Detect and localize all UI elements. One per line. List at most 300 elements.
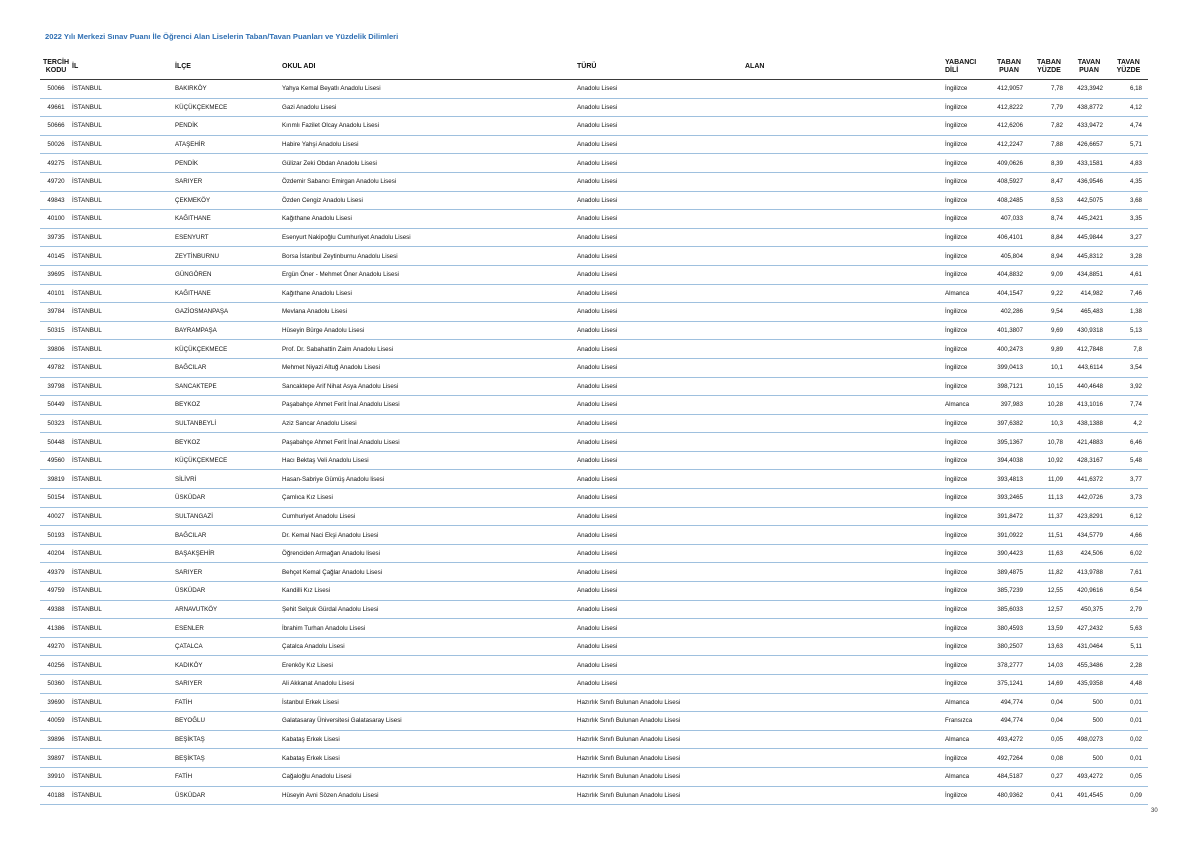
cell-il: İSTANBUL <box>72 284 175 303</box>
cell-ilce: KAĞITHANE <box>175 284 282 303</box>
cell-turu: Anadolu Lisesi <box>577 563 745 582</box>
cell-yabanci-dili: İngilizce <box>945 470 989 489</box>
cell-tavan-puan: 428,3167 <box>1069 451 1109 470</box>
cell-alan <box>745 507 945 526</box>
cell-il: İSTANBUL <box>72 228 175 247</box>
cell-taban-yuzde: 0,41 <box>1029 786 1069 805</box>
cell-yabanci-dili: İngilizce <box>945 544 989 563</box>
header-turu: TÜRÜ <box>577 55 745 80</box>
cell-turu: Anadolu Lisesi <box>577 284 745 303</box>
cell-ilce: ARNAVUTKÖY <box>175 600 282 619</box>
cell-alan <box>745 749 945 768</box>
cell-tavan-yuzde: 0,01 <box>1109 712 1148 731</box>
cell-yabanci-dili: İngilizce <box>945 265 989 284</box>
cell-yabanci-dili: İngilizce <box>945 414 989 433</box>
cell-taban-yuzde: 12,55 <box>1029 582 1069 601</box>
cell-ilce: SİLİVRİ <box>175 470 282 489</box>
table-body <box>40 80 1148 805</box>
cell-il: İSTANBUL <box>72 321 175 340</box>
cell-tavan-puan: 426,6657 <box>1069 135 1109 154</box>
cell-taban-puan: 405,804 <box>989 247 1029 266</box>
cell-yabanci-dili: İngilizce <box>945 749 989 768</box>
cell-okul-adi: Sancaktepe Arif Nihat Asya Anadolu Lisesi <box>282 377 577 396</box>
schools-table <box>40 55 1148 805</box>
table-row <box>40 749 1148 768</box>
cell-tercih-kodu: 49275 <box>40 154 72 173</box>
cell-tercih-kodu: 50449 <box>40 396 72 415</box>
cell-taban-puan: 375,1241 <box>989 675 1029 694</box>
cell-tavan-yuzde: 6,12 <box>1109 507 1148 526</box>
cell-yabanci-dili: İngilizce <box>945 172 989 191</box>
cell-tercih-kodu: 40027 <box>40 507 72 526</box>
cell-okul-adi: Paşabahçe Ahmet Ferit İnal Anadolu Lisesi <box>282 396 577 415</box>
cell-il: İSTANBUL <box>72 154 175 173</box>
cell-okul-adi: Habire Yahşi Anadolu Lisesi <box>282 135 577 154</box>
cell-taban-yuzde: 10,78 <box>1029 433 1069 452</box>
cell-yabanci-dili: İngilizce <box>945 117 989 136</box>
cell-turu: Hazırlık Sınıfı Bulunan Anadolu Lisesi <box>577 693 745 712</box>
cell-tavan-puan: 442,0726 <box>1069 489 1109 508</box>
cell-ilce: ESENYURT <box>175 228 282 247</box>
cell-taban-yuzde: 11,63 <box>1029 544 1069 563</box>
table-row <box>40 414 1148 433</box>
cell-yabanci-dili: İngilizce <box>945 377 989 396</box>
cell-tavan-yuzde: 3,35 <box>1109 210 1148 229</box>
cell-taban-yuzde: 10,3 <box>1029 414 1069 433</box>
cell-il: İSTANBUL <box>72 656 175 675</box>
cell-taban-yuzde: 9,54 <box>1029 303 1069 322</box>
cell-turu: Anadolu Lisesi <box>577 470 745 489</box>
cell-turu: Anadolu Lisesi <box>577 656 745 675</box>
cell-okul-adi: Çamlıca Kız Lisesi <box>282 489 577 508</box>
cell-tavan-yuzde: 6,46 <box>1109 433 1148 452</box>
cell-alan <box>745 767 945 786</box>
cell-tavan-yuzde: 5,71 <box>1109 135 1148 154</box>
cell-taban-puan: 402,286 <box>989 303 1029 322</box>
cell-tavan-puan: 433,1581 <box>1069 154 1109 173</box>
cell-yabanci-dili: İngilizce <box>945 786 989 805</box>
cell-turu: Hazırlık Sınıfı Bulunan Anadolu Lisesi <box>577 712 745 731</box>
cell-il: İSTANBUL <box>72 544 175 563</box>
table-row <box>40 675 1148 694</box>
cell-tavan-puan: 424,506 <box>1069 544 1109 563</box>
cell-il: İSTANBUL <box>72 786 175 805</box>
cell-alan <box>745 303 945 322</box>
cell-tavan-yuzde: 7,8 <box>1109 340 1148 359</box>
table-row <box>40 210 1148 229</box>
table-row <box>40 582 1148 601</box>
cell-tavan-puan: 445,9844 <box>1069 228 1109 247</box>
cell-okul-adi: Galatasaray Üniversitesi Galatasaray Lisesi <box>282 712 577 731</box>
cell-yabanci-dili: İngilizce <box>945 619 989 638</box>
cell-alan <box>745 135 945 154</box>
cell-alan <box>745 377 945 396</box>
table-row <box>40 191 1148 210</box>
cell-yabanci-dili: Almanca <box>945 730 989 749</box>
cell-tavan-yuzde: 3,73 <box>1109 489 1148 508</box>
cell-alan <box>745 98 945 117</box>
cell-turu: Anadolu Lisesi <box>577 637 745 656</box>
cell-alan <box>745 656 945 675</box>
cell-turu: Anadolu Lisesi <box>577 154 745 173</box>
cell-tavan-yuzde: 3,92 <box>1109 377 1148 396</box>
cell-okul-adi: Gülizar Zeki Obdan Anadolu Lisesi <box>282 154 577 173</box>
cell-tavan-yuzde: 0,01 <box>1109 749 1148 768</box>
cell-alan <box>745 117 945 136</box>
cell-turu: Anadolu Lisesi <box>577 451 745 470</box>
cell-tavan-yuzde: 6,54 <box>1109 582 1148 601</box>
cell-taban-yuzde: 10,92 <box>1029 451 1069 470</box>
header-tavan-yuzde: TAVAN YÜZDE <box>1109 55 1148 80</box>
cell-taban-puan: 404,8832 <box>989 265 1029 284</box>
cell-tercih-kodu: 49661 <box>40 98 72 117</box>
cell-il: İSTANBUL <box>72 172 175 191</box>
cell-turu: Anadolu Lisesi <box>577 303 745 322</box>
cell-tavan-puan: 430,9318 <box>1069 321 1109 340</box>
cell-taban-yuzde: 7,82 <box>1029 117 1069 136</box>
header-tavan-puan: TAVAN PUAN <box>1069 55 1109 80</box>
cell-taban-yuzde: 11,51 <box>1029 526 1069 545</box>
cell-alan <box>745 712 945 731</box>
table-row <box>40 637 1148 656</box>
cell-taban-puan: 409,0626 <box>989 154 1029 173</box>
cell-okul-adi: Şehit Selçuk Gürdal Anadolu Lisesi <box>282 600 577 619</box>
cell-okul-adi: Kandilli Kız Lisesi <box>282 582 577 601</box>
cell-yabanci-dili: Fransızca <box>945 712 989 731</box>
cell-taban-yuzde: 13,59 <box>1029 619 1069 638</box>
table-row <box>40 470 1148 489</box>
cell-il: İSTANBUL <box>72 767 175 786</box>
cell-taban-puan: 412,9057 <box>989 80 1029 99</box>
cell-ilce: ÇEKMEKÖY <box>175 191 282 210</box>
cell-alan <box>745 730 945 749</box>
cell-okul-adi: Hüseyin Avni Sözen Anadolu Lisesi <box>282 786 577 805</box>
cell-yabanci-dili: İngilizce <box>945 358 989 377</box>
cell-taban-puan: 391,8472 <box>989 507 1029 526</box>
cell-tavan-puan: 421,4883 <box>1069 433 1109 452</box>
cell-tavan-yuzde: 3,27 <box>1109 228 1148 247</box>
page-number: 30 <box>1151 808 1158 814</box>
cell-ilce: KÜÇÜKÇEKMECE <box>175 340 282 359</box>
cell-turu: Anadolu Lisesi <box>577 507 745 526</box>
cell-ilce: BAŞAKŞEHİR <box>175 544 282 563</box>
cell-il: İSTANBUL <box>72 526 175 545</box>
cell-taban-yuzde: 0,04 <box>1029 712 1069 731</box>
cell-taban-puan: 393,4813 <box>989 470 1029 489</box>
cell-okul-adi: Yahya Kemal Beyatlı Anadolu Lisesi <box>282 80 577 99</box>
table-row <box>40 600 1148 619</box>
cell-tercih-kodu: 49270 <box>40 637 72 656</box>
cell-tavan-yuzde: 4,83 <box>1109 154 1148 173</box>
cell-yabanci-dili: İngilizce <box>945 135 989 154</box>
cell-tercih-kodu: 49759 <box>40 582 72 601</box>
table-row <box>40 358 1148 377</box>
cell-taban-puan: 385,6033 <box>989 600 1029 619</box>
cell-tercih-kodu: 39690 <box>40 693 72 712</box>
cell-ilce: GAZİOSMANPAŞA <box>175 303 282 322</box>
table-row <box>40 303 1148 322</box>
cell-alan <box>745 600 945 619</box>
cell-il: İSTANBUL <box>72 730 175 749</box>
cell-tercih-kodu: 50315 <box>40 321 72 340</box>
cell-turu: Anadolu Lisesi <box>577 340 745 359</box>
cell-ilce: ÇATALCA <box>175 637 282 656</box>
table-row <box>40 656 1148 675</box>
cell-yabanci-dili: İngilizce <box>945 563 989 582</box>
cell-taban-puan: 397,6382 <box>989 414 1029 433</box>
cell-tavan-puan: 414,982 <box>1069 284 1109 303</box>
cell-alan <box>745 284 945 303</box>
cell-ilce: BEŞİKTAŞ <box>175 730 282 749</box>
cell-il: İSTANBUL <box>72 749 175 768</box>
cell-tavan-yuzde: 0,05 <box>1109 767 1148 786</box>
cell-taban-yuzde: 10,1 <box>1029 358 1069 377</box>
cell-tercih-kodu: 39735 <box>40 228 72 247</box>
cell-turu: Anadolu Lisesi <box>577 675 745 694</box>
cell-ilce: SARIYER <box>175 563 282 582</box>
cell-taban-yuzde: 0,27 <box>1029 767 1069 786</box>
cell-taban-puan: 397,983 <box>989 396 1029 415</box>
cell-ilce: SULTANGAZİ <box>175 507 282 526</box>
cell-tavan-puan: 413,9788 <box>1069 563 1109 582</box>
cell-tercih-kodu: 40059 <box>40 712 72 731</box>
cell-il: İSTANBUL <box>72 340 175 359</box>
cell-tercih-kodu: 39695 <box>40 265 72 284</box>
cell-il: İSTANBUL <box>72 470 175 489</box>
cell-tavan-puan: 420,9616 <box>1069 582 1109 601</box>
cell-turu: Anadolu Lisesi <box>577 433 745 452</box>
cell-taban-yuzde: 0,04 <box>1029 693 1069 712</box>
cell-tavan-puan: 431,0464 <box>1069 637 1109 656</box>
cell-tavan-puan: 465,483 <box>1069 303 1109 322</box>
cell-okul-adi: Hasan-Sabriye Gümüş Anadolu lisesi <box>282 470 577 489</box>
table-row <box>40 377 1148 396</box>
header-il: İL <box>72 55 175 80</box>
cell-tercih-kodu: 39798 <box>40 377 72 396</box>
cell-tavan-puan: 493,4272 <box>1069 767 1109 786</box>
cell-yabanci-dili: İngilizce <box>945 489 989 508</box>
cell-taban-yuzde: 8,39 <box>1029 154 1069 173</box>
cell-il: İSTANBUL <box>72 396 175 415</box>
cell-tavan-yuzde: 7,46 <box>1109 284 1148 303</box>
cell-yabanci-dili: İngilizce <box>945 675 989 694</box>
cell-taban-yuzde: 11,37 <box>1029 507 1069 526</box>
cell-il: İSTANBUL <box>72 675 175 694</box>
cell-turu: Anadolu Lisesi <box>577 544 745 563</box>
cell-taban-yuzde: 0,05 <box>1029 730 1069 749</box>
cell-tavan-yuzde: 0,09 <box>1109 786 1148 805</box>
cell-tavan-yuzde: 5,48 <box>1109 451 1148 470</box>
cell-alan <box>745 637 945 656</box>
cell-alan <box>745 80 945 99</box>
cell-tavan-puan: 433,9472 <box>1069 117 1109 136</box>
cell-il: İSTANBUL <box>72 451 175 470</box>
cell-alan <box>745 563 945 582</box>
cell-turu: Anadolu Lisesi <box>577 265 745 284</box>
cell-tavan-yuzde: 7,61 <box>1109 563 1148 582</box>
cell-turu: Anadolu Lisesi <box>577 600 745 619</box>
cell-tercih-kodu: 40101 <box>40 284 72 303</box>
cell-turu: Anadolu Lisesi <box>577 117 745 136</box>
cell-taban-yuzde: 7,79 <box>1029 98 1069 117</box>
cell-ilce: KÜÇÜKÇEKMECE <box>175 451 282 470</box>
cell-taban-puan: 399,0413 <box>989 358 1029 377</box>
cell-tavan-yuzde: 0,01 <box>1109 693 1148 712</box>
cell-taban-puan: 380,2507 <box>989 637 1029 656</box>
cell-yabanci-dili: Almanca <box>945 693 989 712</box>
cell-il: İSTANBUL <box>72 712 175 731</box>
cell-okul-adi: Kağıthane Anadolu Lisesi <box>282 284 577 303</box>
cell-tercih-kodu: 49782 <box>40 358 72 377</box>
cell-taban-puan: 391,0922 <box>989 526 1029 545</box>
cell-taban-puan: 385,7239 <box>989 582 1029 601</box>
cell-yabanci-dili: İngilizce <box>945 637 989 656</box>
cell-taban-puan: 412,2247 <box>989 135 1029 154</box>
cell-il: İSTANBUL <box>72 619 175 638</box>
cell-okul-adi: Mevlana Anadolu Lisesi <box>282 303 577 322</box>
cell-alan <box>745 693 945 712</box>
cell-okul-adi: Çatalca Anadolu Lisesi <box>282 637 577 656</box>
cell-taban-yuzde: 8,94 <box>1029 247 1069 266</box>
table-row <box>40 172 1148 191</box>
cell-alan <box>745 265 945 284</box>
table-row <box>40 228 1148 247</box>
cell-okul-adi: Dr. Kemal Naci Ekşi Anadolu Lisesi <box>282 526 577 545</box>
cell-il: İSTANBUL <box>72 265 175 284</box>
cell-taban-yuzde: 8,84 <box>1029 228 1069 247</box>
cell-tercih-kodu: 39784 <box>40 303 72 322</box>
cell-tercih-kodu: 49843 <box>40 191 72 210</box>
cell-il: İSTANBUL <box>72 582 175 601</box>
cell-yabanci-dili: İngilizce <box>945 451 989 470</box>
cell-tercih-kodu: 50154 <box>40 489 72 508</box>
cell-taban-puan: 494,774 <box>989 693 1029 712</box>
cell-tavan-yuzde: 2,28 <box>1109 656 1148 675</box>
cell-ilce: BEYKOZ <box>175 396 282 415</box>
cell-yabanci-dili: İngilizce <box>945 433 989 452</box>
cell-turu: Hazırlık Sınıfı Bulunan Anadolu Lisesi <box>577 749 745 768</box>
cell-tavan-yuzde: 4,61 <box>1109 265 1148 284</box>
cell-alan <box>745 358 945 377</box>
cell-tavan-puan: 500 <box>1069 693 1109 712</box>
table-row <box>40 693 1148 712</box>
cell-okul-adi: Öğrenciden Armağan Anadolu lisesi <box>282 544 577 563</box>
cell-okul-adi: Behçet Kemal Çağlar Anadolu Lisesi <box>282 563 577 582</box>
cell-alan <box>745 228 945 247</box>
table-row <box>40 321 1148 340</box>
cell-tavan-yuzde: 4,74 <box>1109 117 1148 136</box>
cell-tavan-yuzde: 6,18 <box>1109 80 1148 99</box>
cell-turu: Anadolu Lisesi <box>577 358 745 377</box>
cell-ilce: BEYOĞLU <box>175 712 282 731</box>
cell-ilce: FATİH <box>175 693 282 712</box>
cell-yabanci-dili: İngilizce <box>945 600 989 619</box>
table-row <box>40 154 1148 173</box>
table-row <box>40 507 1148 526</box>
cell-tavan-yuzde: 5,11 <box>1109 637 1148 656</box>
cell-ilce: SARIYER <box>175 675 282 694</box>
cell-yabanci-dili: İngilizce <box>945 154 989 173</box>
cell-tercih-kodu: 41386 <box>40 619 72 638</box>
cell-il: İSTANBUL <box>72 98 175 117</box>
cell-okul-adi: Kabataş Erkek Lisesi <box>282 749 577 768</box>
cell-tercih-kodu: 49379 <box>40 563 72 582</box>
cell-ilce: BAKIRKÖY <box>175 80 282 99</box>
cell-ilce: GÜNGÖREN <box>175 265 282 284</box>
table-row <box>40 563 1148 582</box>
cell-taban-yuzde: 8,47 <box>1029 172 1069 191</box>
cell-okul-adi: Hacı Bektaş Veli Anadolu Lisesi <box>282 451 577 470</box>
cell-taban-yuzde: 11,09 <box>1029 470 1069 489</box>
cell-taban-puan: 407,033 <box>989 210 1029 229</box>
cell-alan <box>745 154 945 173</box>
cell-alan <box>745 210 945 229</box>
table-row <box>40 712 1148 731</box>
cell-taban-yuzde: 14,69 <box>1029 675 1069 694</box>
table-header <box>40 55 1148 80</box>
cell-taban-yuzde: 10,15 <box>1029 377 1069 396</box>
cell-tavan-yuzde: 7,74 <box>1109 396 1148 415</box>
table-row <box>40 544 1148 563</box>
cell-alan <box>745 191 945 210</box>
cell-tercih-kodu: 50448 <box>40 433 72 452</box>
cell-turu: Anadolu Lisesi <box>577 98 745 117</box>
cell-il: İSTANBUL <box>72 80 175 99</box>
table-row <box>40 396 1148 415</box>
cell-tavan-yuzde: 3,77 <box>1109 470 1148 489</box>
cell-tavan-yuzde: 4,2 <box>1109 414 1148 433</box>
cell-okul-adi: Erenköy Kız Lisesi <box>282 656 577 675</box>
cell-tavan-yuzde: 3,54 <box>1109 358 1148 377</box>
cell-ilce: KÜÇÜKÇEKMECE <box>175 98 282 117</box>
cell-ilce: BAYRAMPAŞA <box>175 321 282 340</box>
cell-taban-puan: 401,3807 <box>989 321 1029 340</box>
cell-tavan-puan: 438,8772 <box>1069 98 1109 117</box>
cell-turu: Anadolu Lisesi <box>577 619 745 638</box>
cell-yabanci-dili: Almanca <box>945 284 989 303</box>
cell-tercih-kodu: 40188 <box>40 786 72 805</box>
cell-turu: Hazırlık Sınıfı Bulunan Anadolu Lisesi <box>577 786 745 805</box>
cell-ilce: SARIYER <box>175 172 282 191</box>
cell-yabanci-dili: İngilizce <box>945 321 989 340</box>
cell-tercih-kodu: 40145 <box>40 247 72 266</box>
table-row <box>40 489 1148 508</box>
cell-ilce: BEYKOZ <box>175 433 282 452</box>
cell-turu: Anadolu Lisesi <box>577 172 745 191</box>
cell-taban-yuzde: 10,28 <box>1029 396 1069 415</box>
cell-il: İSTANBUL <box>72 433 175 452</box>
cell-okul-adi: Cumhuriyet Anadolu Lisesi <box>282 507 577 526</box>
cell-alan <box>745 414 945 433</box>
cell-tavan-puan: 500 <box>1069 712 1109 731</box>
cell-tavan-yuzde: 4,66 <box>1109 526 1148 545</box>
cell-okul-adi: Kağıthane Anadolu Lisesi <box>282 210 577 229</box>
cell-tercih-kodu: 40100 <box>40 210 72 229</box>
cell-taban-puan: 398,7121 <box>989 377 1029 396</box>
cell-il: İSTANBUL <box>72 247 175 266</box>
cell-tavan-puan: 423,8291 <box>1069 507 1109 526</box>
cell-taban-puan: 480,9362 <box>989 786 1029 805</box>
cell-alan <box>745 489 945 508</box>
cell-tavan-puan: 440,4648 <box>1069 377 1109 396</box>
cell-turu: Anadolu Lisesi <box>577 80 745 99</box>
cell-ilce: ÜSKÜDAR <box>175 582 282 601</box>
cell-il: İSTANBUL <box>72 489 175 508</box>
cell-tavan-puan: 434,8851 <box>1069 265 1109 284</box>
cell-taban-yuzde: 8,74 <box>1029 210 1069 229</box>
cell-tavan-puan: 441,6372 <box>1069 470 1109 489</box>
cell-okul-adi: Gazi Anadolu Lisesi <box>282 98 577 117</box>
